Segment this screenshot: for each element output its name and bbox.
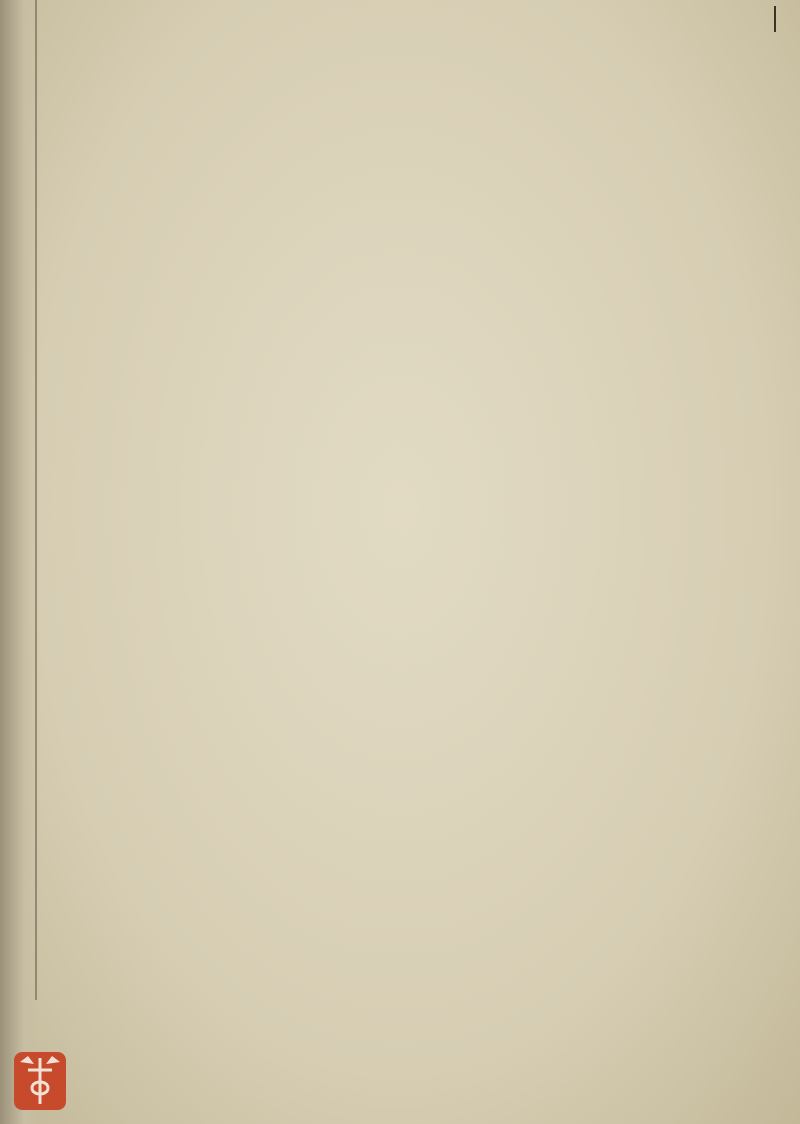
gutter-line	[35, 0, 37, 1000]
fatima-logo-icon	[14, 1052, 66, 1110]
corner-mark	[774, 6, 776, 32]
binding-shadow	[0, 0, 40, 1124]
